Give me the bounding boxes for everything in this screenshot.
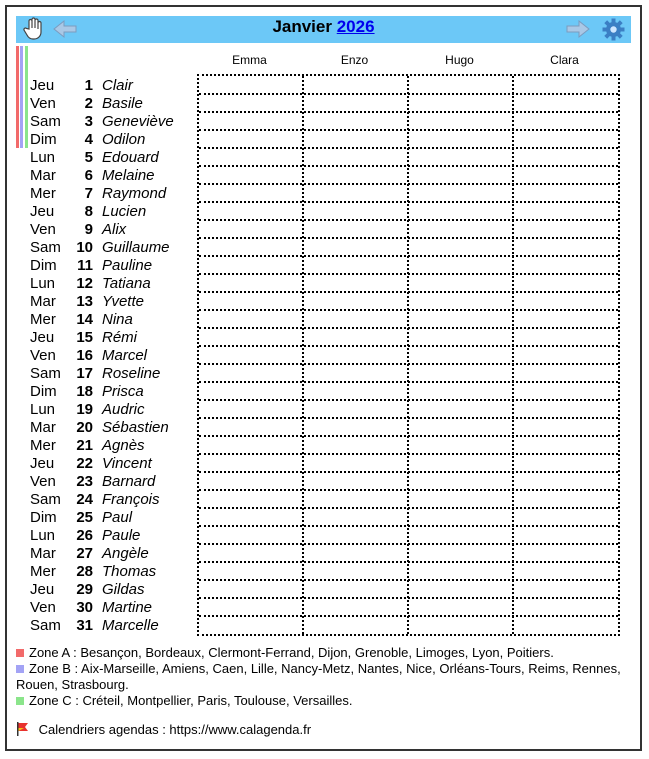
grid-row-line xyxy=(199,597,618,599)
grid-row-line xyxy=(199,381,618,383)
column-header: Clara xyxy=(550,53,579,67)
zone-legend-item xyxy=(16,645,626,661)
day-name: Ven xyxy=(30,95,56,112)
column-header: Hugo xyxy=(445,53,474,67)
planner-grid[interactable] xyxy=(197,74,620,636)
grid-row-line xyxy=(199,345,618,347)
saint-name: Clair xyxy=(102,77,133,94)
day-number: 14 xyxy=(76,311,93,328)
day-number: 24 xyxy=(76,491,93,508)
saint-name: Marcel xyxy=(102,347,148,364)
day-number: 6 xyxy=(84,167,93,184)
day-number: 9 xyxy=(84,221,93,238)
saint-name: Agnès xyxy=(102,437,145,454)
day-name: Jeu xyxy=(30,455,55,472)
saint-name: François xyxy=(102,491,160,508)
day-name: Sam xyxy=(30,113,61,130)
day-number: 3 xyxy=(84,113,93,130)
zone-color-swatch xyxy=(16,665,24,673)
day-number: 17 xyxy=(76,365,93,382)
grid-row-line xyxy=(199,165,618,167)
grid-row-line xyxy=(199,561,618,563)
day-name: Mar xyxy=(30,167,56,184)
day-name: Dim xyxy=(30,131,57,148)
day-name: Ven xyxy=(30,473,56,490)
day-name: Sam xyxy=(30,365,61,382)
flag-icon xyxy=(16,722,30,736)
day-number: 22 xyxy=(76,455,93,472)
grid-row-line xyxy=(199,291,618,293)
saint-name: Paul xyxy=(102,509,133,526)
grid-row-line xyxy=(199,183,618,185)
day-number: 23 xyxy=(76,473,93,490)
day-number: 28 xyxy=(76,563,93,580)
month-label: Janvier xyxy=(272,17,332,36)
saint-name: Yvette xyxy=(102,293,144,310)
day-number: 18 xyxy=(76,383,93,400)
day-number: 15 xyxy=(76,329,93,346)
day-name: Jeu xyxy=(30,77,55,94)
day-name: Lun xyxy=(30,149,56,166)
zone-color-swatch xyxy=(16,697,24,705)
day-name: Ven xyxy=(30,347,56,364)
grid-row-line xyxy=(199,363,618,365)
footer-text[interactable]: Calendriers agendas : https://www.calagenda.fr xyxy=(38,722,312,737)
day-number: 2 xyxy=(84,95,93,112)
day-name: Dim xyxy=(30,509,57,526)
grid-row-line xyxy=(199,489,618,491)
day-name: Mer xyxy=(30,437,56,454)
zone-color-swatch xyxy=(16,649,24,657)
grid-row-line xyxy=(199,435,618,437)
saint-name: Odilon xyxy=(102,131,146,148)
day-name: Jeu xyxy=(30,581,55,598)
day-number: 16 xyxy=(76,347,93,364)
day-number: 30 xyxy=(76,599,93,616)
saint-name: Audric xyxy=(102,401,145,418)
grid-row-line xyxy=(199,237,618,239)
grid-row-line xyxy=(199,273,618,275)
day-name: Sam xyxy=(30,617,61,634)
column-header: Emma xyxy=(232,53,267,67)
saint-name: Melaine xyxy=(102,167,155,184)
day-name: Mar xyxy=(30,419,56,436)
day-name: Mer xyxy=(30,311,56,328)
saint-name: Guillaume xyxy=(102,239,170,256)
day-number: 26 xyxy=(76,527,93,544)
saint-name: Lucien xyxy=(102,203,147,220)
day-name: Jeu xyxy=(30,203,55,220)
saint-name: Angèle xyxy=(102,545,149,562)
day-number: 29 xyxy=(76,581,93,598)
column-header: Enzo xyxy=(340,53,369,67)
day-number: 25 xyxy=(76,509,93,526)
grid-row-line xyxy=(199,93,618,95)
saint-name: Geneviève xyxy=(102,113,174,130)
grid-column-divider xyxy=(302,76,304,634)
day-number: 10 xyxy=(76,239,93,256)
saint-name: Prisca xyxy=(102,383,144,400)
grid-row-line xyxy=(199,615,618,617)
day-number: 4 xyxy=(84,131,93,148)
saint-name: Marcelle xyxy=(102,617,159,634)
saint-name: Basile xyxy=(102,95,143,112)
day-name: Mer xyxy=(30,563,56,580)
day-number: 13 xyxy=(76,293,93,310)
day-name: Dim xyxy=(30,257,57,274)
saint-name: Martine xyxy=(102,599,153,616)
saint-name: Nina xyxy=(102,311,133,328)
grid-row-line xyxy=(199,147,618,149)
zone-text: Zone A : Besançon, Bordeaux, Clermont-Ferrand, Dijon, Grenoble, Limoges, Lyon, Poitiers. xyxy=(29,645,554,660)
grid-row-line xyxy=(199,453,618,455)
saint-name: Edouard xyxy=(102,149,159,166)
saint-name: Raymond xyxy=(102,185,167,202)
day-name: Ven xyxy=(30,599,56,616)
grid-row-line xyxy=(199,255,618,257)
day-number: 27 xyxy=(76,545,93,562)
gear-icon[interactable] xyxy=(601,17,627,42)
grid-row-line xyxy=(199,543,618,545)
day-number: 19 xyxy=(76,401,93,418)
arrow-right-icon[interactable] xyxy=(565,17,591,42)
month-header xyxy=(16,16,631,43)
day-number: 1 xyxy=(84,77,93,94)
saint-name: Vincent xyxy=(102,455,152,472)
day-name: Lun xyxy=(30,275,56,292)
day-name: Lun xyxy=(30,527,56,544)
day-number: 12 xyxy=(76,275,93,292)
day-name: Mer xyxy=(30,185,56,202)
day-number: 11 xyxy=(77,257,93,274)
grid-column-divider xyxy=(512,76,514,634)
zone-text: Zone B : Aix-Marseille, Amiens, Caen, Lille, Nancy-Metz, Nantes, Nice, Orléans-Tours, Reims, Rennes, Rouen, Strasbourg. xyxy=(16,661,621,692)
saint-name: Thomas xyxy=(102,563,157,580)
grid-row-line xyxy=(199,201,618,203)
day-name: Lun xyxy=(30,401,56,418)
grid-row-line xyxy=(199,219,618,221)
day-number: 31 xyxy=(76,617,93,634)
grid-row-line xyxy=(199,471,618,473)
day-name: Jeu xyxy=(30,329,55,346)
grid-row-line xyxy=(199,129,618,131)
day-number: 5 xyxy=(84,149,93,166)
zone-text: Zone C : Créteil, Montpellier, Paris, Toulouse, Versailles. xyxy=(29,693,353,708)
zone-legend-item xyxy=(16,661,626,693)
year-link[interactable]: 2026 xyxy=(336,17,375,36)
saint-name: Alix xyxy=(102,221,127,238)
day-number: 7 xyxy=(84,185,93,202)
grid-row-line xyxy=(199,327,618,329)
page-title xyxy=(16,17,631,37)
day-number: 20 xyxy=(76,419,93,436)
saint-name: Roseline xyxy=(102,365,161,382)
saint-name: Rémi xyxy=(102,329,138,346)
day-name: Mar xyxy=(30,545,56,562)
grid-row-line xyxy=(199,399,618,401)
grid-row-line xyxy=(199,417,618,419)
zone-legend-item xyxy=(16,693,626,709)
day-name: Dim xyxy=(30,383,57,400)
day-name: Mar xyxy=(30,293,56,310)
saint-name: Sébastien xyxy=(102,419,169,436)
saint-name: Barnard xyxy=(102,473,156,490)
day-name: Ven xyxy=(30,221,56,238)
grid-row-line xyxy=(199,525,618,527)
grid-row-line xyxy=(199,579,618,581)
saint-name: Paule xyxy=(102,527,141,544)
grid-column-divider xyxy=(407,76,409,634)
day-name: Sam xyxy=(30,491,61,508)
saint-name: Pauline xyxy=(102,257,153,274)
footer xyxy=(16,722,311,737)
saint-name: Tatiana xyxy=(102,275,151,292)
grid-row-line xyxy=(199,111,618,113)
day-name: Sam xyxy=(30,239,61,256)
grid-row-line xyxy=(199,507,618,509)
saint-name: Gildas xyxy=(102,581,145,598)
grid-row-line xyxy=(199,309,618,311)
day-number: 21 xyxy=(76,437,93,454)
day-number: 8 xyxy=(84,203,93,220)
